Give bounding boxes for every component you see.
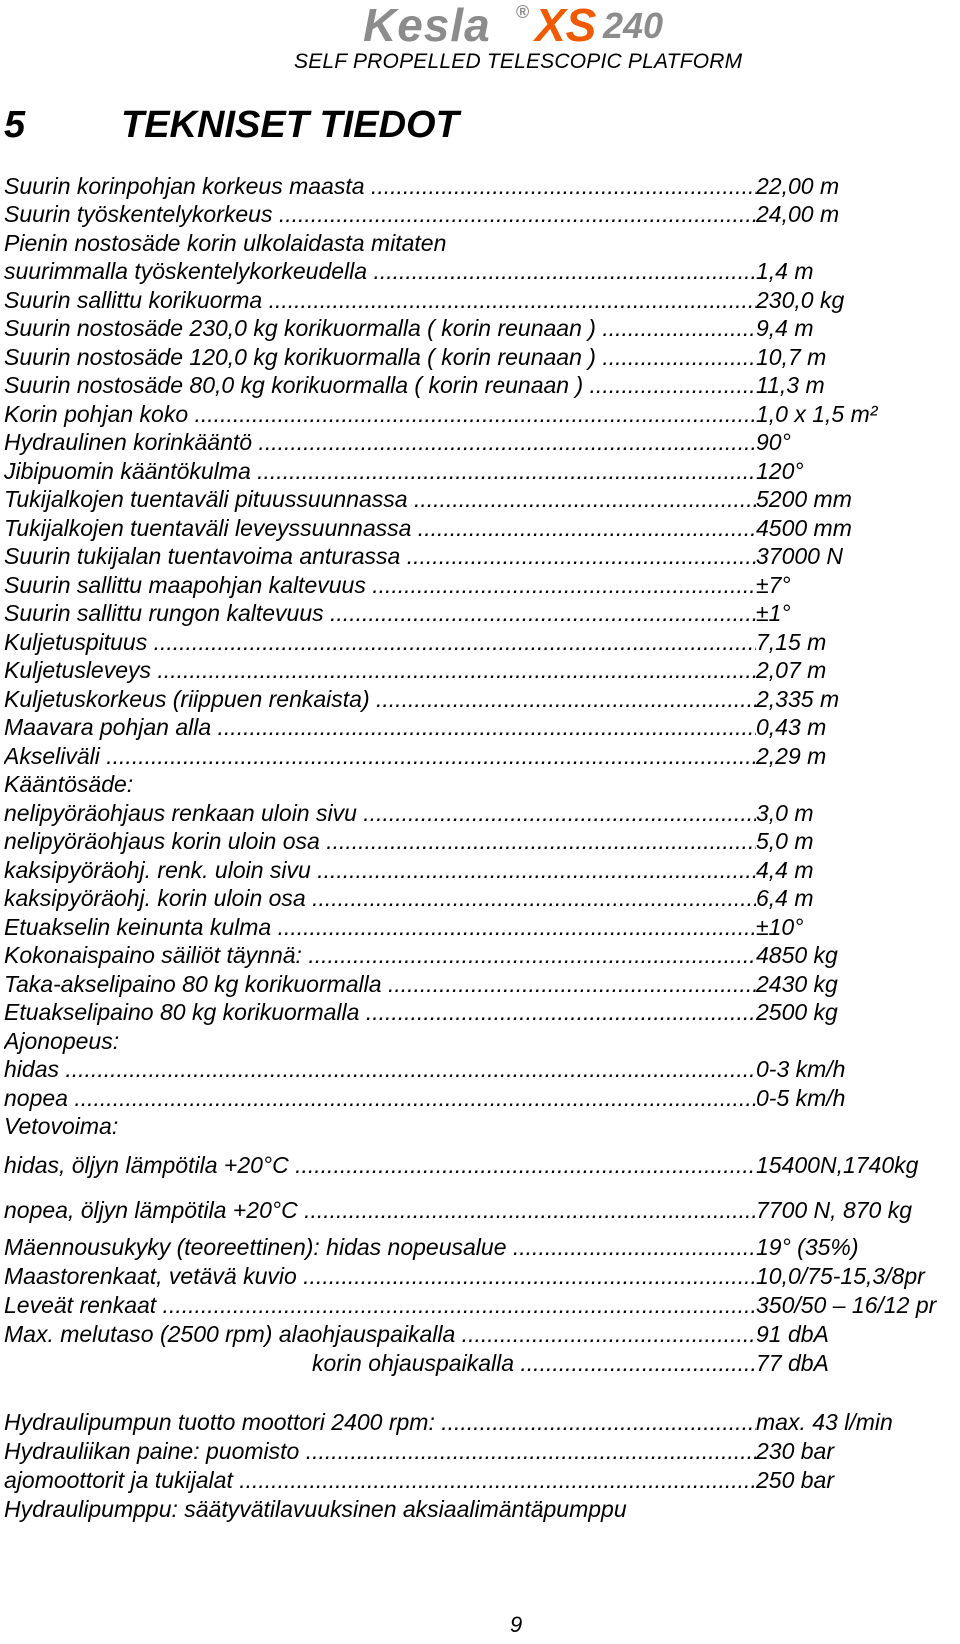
spec-label: Hydraulinen korinkääntö [4,429,253,455]
spec-label: Vetovoima: [4,1113,119,1139]
spec-label: Suurin nostosäde 80,0 kg korikuormalla ( korin reunaan ) [4,372,584,398]
logo-brand: Kesla [363,0,491,51]
spec-label: Hydraulipumppu: säätyvätilavuuksinen aksiaalimäntäpumppu [4,1496,627,1522]
spec-label: suurimmalla työskentelykorkeudella [4,258,368,284]
spec-value: 4850 kg [756,942,838,968]
kesla-xs240-logo [363,0,683,51]
spec-label: Max. melutaso (2500 rpm) alaohjauspaikalla [4,1321,456,1347]
spec-label: Hydraulipumpun tuotto moottori 2400 rpm: [4,1409,435,1435]
spec-label: Suurin tukijalan tuentavoima anturassa [4,543,401,569]
spec-value: 10,7 m [756,344,827,370]
spec-value: 250 bar [756,1467,835,1493]
spec-value: 77 dbA [756,1350,829,1376]
spec-label: Mäennousukyky (teoreettinen): hidas nopeusalue [4,1234,507,1260]
logo-model-xs: XS [535,0,597,51]
spec-label: Etuakselin keinunta kulma [4,914,272,940]
section-number: 5 [4,104,26,146]
spec-value: 15400N,1740kg [756,1152,919,1178]
spec-label: Kääntösäde: [4,771,134,797]
logo-registered-mark: ® [516,2,530,22]
spec-label: Ajonopeus: [4,1028,120,1054]
spec-label: Suurin sallittu rungon kaltevuus [4,600,324,626]
spec-value: 1,4 m [756,258,814,284]
spec-label: Pienin nostosäde korin ulkolaidasta mitaten [4,230,447,256]
spec-label: korin ohjauspaikalla [312,1350,521,1376]
spec-label: Tukijalkojen tuentaväli leveyssuunnassa [4,515,412,541]
spec-label: Korin pohjan koko [4,401,189,427]
spec-value: 24,00 m [756,201,840,227]
product-subtitle: SELF PROPELLED TELESCOPIC PLATFORM [294,50,743,73]
spec-label: Jibipuomin kääntökulma [4,458,251,484]
spec-label: nopea, öljyn lämpötila +20°C [4,1197,305,1223]
spec-value: 0-5 km/h [756,1085,846,1111]
spec-label: Suurin sallittu maapohjan kaltevuus [4,572,366,598]
spec-label: ajomoottorit ja tukijalat [4,1467,240,1493]
spec-value: 90° [756,429,791,455]
spec-label: Akseliväli [4,743,100,769]
page-header [0,0,960,80]
spec-label: Leveät renkaat [4,1292,157,1318]
section-heading [4,104,459,147]
logo-model-number: 240 [603,5,664,46]
spec-value: ±7° [756,572,791,598]
spec-value: 91 dbA [756,1321,829,1347]
spec-label: nelipyöräohjaus renkaan uloin sivu [4,800,357,826]
spec-value: 6,4 m [756,885,814,911]
spec-value: 37000 N [756,543,843,569]
spec-label: Suurin nostosäde 120,0 kg korikuormalla ( korin reunaan ) [4,344,596,370]
spec-value: 0-3 km/h [756,1056,846,1082]
spec-value: 7700 N, 870 kg [756,1197,913,1223]
spec-value: 3,0 m [756,800,814,826]
spec-value: 4,4 m [756,857,814,883]
spec-value: 230,0 kg [756,287,845,313]
spec-value: 5,0 m [756,828,814,854]
spec-label: Kokonaispaino säiliöt täynnä: [4,942,309,968]
spec-value: 2,29 m [756,743,827,769]
spec-value: 0,43 m [756,714,827,740]
spec-value: 5200 mm [756,486,852,512]
spec-label: Suurin korinpohjan korkeus maasta [4,173,365,199]
spec-value: 4500 mm [756,515,852,541]
spec-value: max. 43 l/min [756,1409,893,1435]
spec-value: 2,07 m [756,657,827,683]
spec-value: 350/50 – 16/12 pr [756,1292,937,1318]
spec-label: Kuljetuspituus [4,629,148,655]
spec-label: Hydrauliikan paine: puomisto [4,1438,300,1464]
spec-label: nelipyöräohjaus korin uloin osa [4,828,320,854]
spec-value: ±10° [756,914,804,940]
spec-value: 19° (35%) [756,1234,859,1260]
spec-label: Maavara pohjan alla [4,714,212,740]
spec-label: Tukijalkojen tuentaväli pituussuunnassa [4,486,408,512]
spec-label: kaksipyöräohj. renk. uloin sivu [4,857,311,883]
section-title: TEKNISET TIEDOT [121,104,459,146]
spec-label: Kuljetuskorkeus (riippuen renkaista) [4,686,370,712]
spec-value: 11,3 m [756,372,825,398]
spec-value: 2430 kg [756,971,838,997]
spec-value: 7,15 m [756,629,827,655]
spec-value: 2,335 m [756,686,840,712]
spec-label: nopea [4,1085,68,1111]
spec-label: hidas [4,1056,59,1082]
spec-label: Suurin nostosäde 230,0 kg korikuormalla ( korin reunaan ) [4,315,596,341]
spec-label: Maastorenkaat, vetävä kuvio [4,1263,297,1289]
spec-value: 2500 kg [756,999,838,1025]
page-number: 9 [510,1612,523,1637]
spec-value: 9,4 m [756,315,814,341]
spec-value: 1,0 x 1,5 m² [756,401,878,427]
spec-label: Suurin sallittu korikuorma [4,287,263,313]
spec-label: hidas, öljyn lämpötila +20°C [4,1152,289,1178]
spec-label: Etuakselipaino 80 kg korikuormalla [4,999,366,1025]
spec-value: 10,0/75-15,3/8pr [756,1263,925,1289]
spec-label: Taka-akselipaino 80 kg korikuormalla [4,971,382,997]
spec-label: Kuljetusleveys [4,657,152,683]
spec-label: Suurin työskentelykorkeus [4,201,273,227]
spec-value: ±1° [756,600,791,626]
spec-value: 230 bar [756,1438,835,1464]
spec-label: kaksipyöräohj. korin uloin osa [4,885,306,911]
spec-value: 22,00 m [756,173,840,199]
spec-value: 120° [756,458,804,484]
